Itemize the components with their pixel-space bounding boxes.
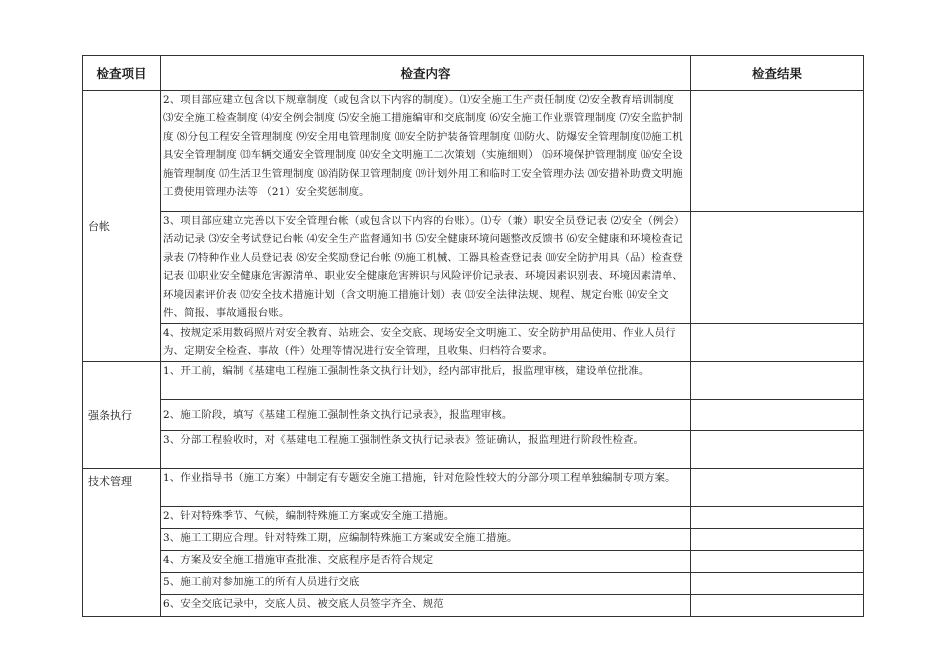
table-row bbox=[83, 551, 864, 573]
table-row bbox=[83, 324, 864, 362]
result-cell[interactable] bbox=[691, 362, 864, 400]
category-ledger: 台帐 bbox=[83, 91, 161, 362]
table-row bbox=[83, 431, 864, 469]
table-row bbox=[83, 529, 864, 551]
table-row bbox=[83, 400, 864, 431]
check-content: 3、项目部应建立完善以下安全管理台帐（或包含以下内容的台账）。⑴专（兼）职安全员登记表 ⑵安全（例会）活动记录 ⑶安全考试登记台帐 ⑷安全生产监督通知书 ⑸安全健康环境问题整改反馈书 ⑹安全健康和环境检查记录表 ⑺特种作业人员登记表 ⑻安全奖励登记台帐 ⑼施工机械、工器具检查登记表 ⑽安全防护用具（品）检查登记表 ⑾职业安全健康危害源清单、职业安全健康危害辨识与风险评价记录表、环境因素识别表、环境因素清单、环境因素评价表 ⑿安全技术措施计划（含文明施工措施计划）表 ⒀安全法律法规、规程、规定台账 ⒁安全文件、简报、事故通报台账。 bbox=[163, 215, 685, 320]
check-content: 3、分部工程验收时，对《基建电工程施工强制性条文执行记录表》签证确认，报监理进行阶段性检查。 bbox=[161, 431, 691, 469]
result-cell[interactable] bbox=[691, 469, 864, 507]
category-technical: 技术管理 bbox=[83, 469, 161, 617]
header-row bbox=[83, 56, 864, 91]
table-row bbox=[83, 469, 864, 507]
check-content: 2、施工阶段，填写《基建工程施工强制性条文执行记录表》，报监理审核。 bbox=[161, 400, 691, 431]
header-content: 检查内容 bbox=[161, 56, 691, 91]
result-cell[interactable] bbox=[691, 507, 864, 529]
check-content: 2、项目部应建立包含以下规章制度（或包含以下内容的制度）。⑴安全施工生产责任制度 ⑵安全教育培训制度 ⑶安全施工检查制度 ⑷安全例会制度 ⑸安全施工措施编审和交底制度 ⑹安全施工作业票管理制度 ⑺安全监护制度 ⑻分包工程安全管理制度 ⑼安全用电管理制度 ⑽安全防护装备管理制度 ⑾防火、防爆安全管理制度⑿施工机具安全管理制度 ⒀车辆交通安全管理制度 ⒁安全文明施工二次策划（实施细则） ⒂环境保护管理制度 ⒃安全设施管理制度 ⒄生活卫生管理制度 ⒅消防保卫管理制度 ⒆计划外用工和临时工安全管理办法 ⒇安措补助费文明施工费使用管理办法等 （21）安全奖惩制度。 bbox=[163, 94, 683, 199]
table-row bbox=[83, 362, 864, 400]
check-content: 2、针对特殊季节、气候，编制特殊施工方案或安全施工措施。 bbox=[161, 507, 691, 529]
table-row bbox=[83, 91, 864, 212]
table-row bbox=[83, 573, 864, 595]
result-cell[interactable] bbox=[691, 431, 864, 469]
result-cell[interactable] bbox=[691, 212, 864, 324]
result-cell[interactable] bbox=[691, 324, 864, 362]
check-content: 1、开工前，编制《基建电工程施工强制性条文执行计划》，经内部审批后，报监理审核，建设单位批准。 bbox=[161, 362, 691, 400]
check-content: 4、按规定采用数码照片对安全教育、站班会、安全交底、现场安全文明施工、安全防护用品使用、作业人员行为、定期安全检查、事故（件）处理等情况进行安全管理，且收集、归档符合要求。 bbox=[161, 324, 691, 362]
result-cell[interactable] bbox=[691, 595, 864, 617]
check-content: 5、施工前对参加施工的所有人员进行交底 bbox=[161, 573, 691, 595]
check-content: 1、作业指导书（施工方案）中制定有专题安全施工措施，针对危险性较大的分部分项工程单独编制专项方案。 bbox=[161, 469, 691, 507]
category-mandatory: 强条执行 bbox=[83, 362, 161, 469]
inspection-table bbox=[82, 55, 864, 617]
result-cell[interactable] bbox=[691, 551, 864, 573]
result-cell[interactable] bbox=[691, 529, 864, 551]
table-row bbox=[83, 595, 864, 617]
check-content: 3、施工工期应合理。针对特殊工期，应编制特殊施工方案或安全施工措施。 bbox=[161, 529, 691, 551]
header-item: 检查项目 bbox=[83, 56, 161, 91]
result-cell[interactable] bbox=[691, 91, 864, 212]
header-result: 检查结果 bbox=[691, 56, 864, 91]
result-cell[interactable] bbox=[691, 400, 864, 431]
check-content: 6、安全交底记录中，交底人员、被交底人员签字齐全、规范 bbox=[161, 595, 691, 617]
result-cell[interactable] bbox=[691, 573, 864, 595]
table-row bbox=[83, 212, 864, 324]
table-row bbox=[83, 507, 864, 529]
check-content: 4、方案及安全施工措施审查批准、交底程序是否符合规定 bbox=[161, 551, 691, 573]
